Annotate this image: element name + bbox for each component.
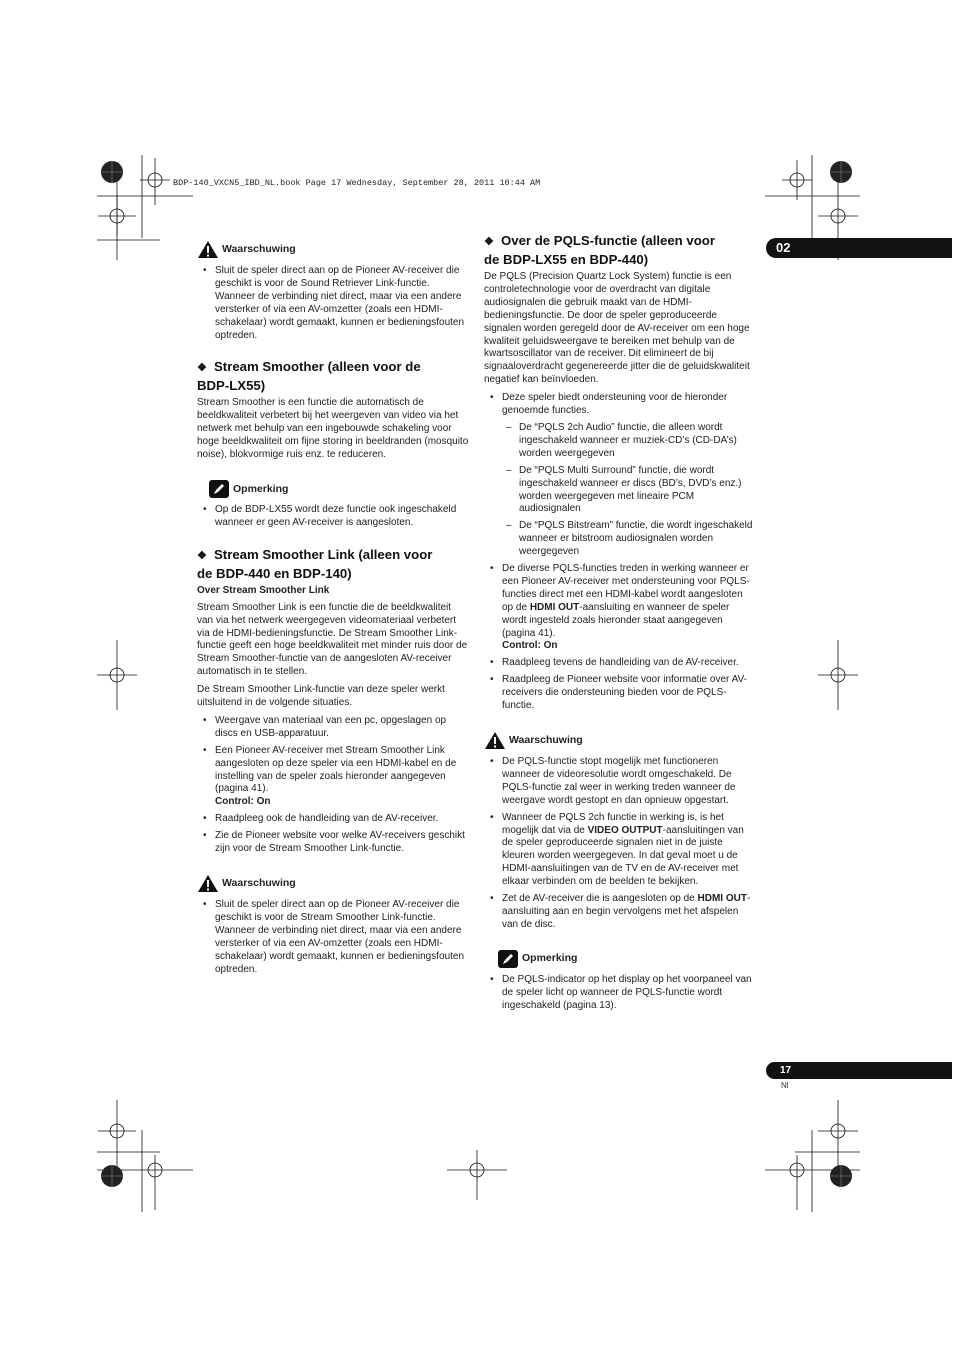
right-column — [484, 232, 756, 1019]
list-item: • Weergave van materiaal van een pc, opgeslagen op discs en USB-apparatuur. — [197, 715, 469, 741]
warning-icon — [197, 240, 219, 259]
warning-title: Waarschuwing — [222, 877, 296, 890]
subheading: Over Stream Smoother Link — [197, 584, 330, 596]
list-item: • Raadpleeg ook de handleiding van de AV-receiver. — [197, 813, 469, 826]
list-item: • Raadpleeg tevens de handleiding van de AV-receiver. — [484, 657, 756, 670]
left-column — [197, 240, 469, 982]
list-item: • Raadpleeg de Pioneer website voor informatie over AV-receivers die ondersteuning bieden voor de PQLS-functie. — [484, 674, 756, 713]
page-number: 17 — [766, 1062, 952, 1079]
list-item: • Zet de AV-receiver die is aangesloten op de HDMI OUT-aansluiting aan en begin vervolgens met het afspelen van de disc. — [484, 893, 756, 932]
dash-list — [502, 422, 756, 559]
note-title: Opmerking — [522, 952, 578, 965]
chapter-tab: 02 — [766, 238, 952, 258]
list-item: • De diverse PQLS-functies treden in werking wanneer er een Pioneer AV-receiver met ondersteuning voor PQLS-functies direct met een HDMI-kabel wordt aangesloten op de HDMI OUT-aansluiting en wanneer de speler wordt ingesteld zoals hieronder staat aangegeven (pagina 41). Control: On — [484, 563, 756, 653]
warning-title: Waarschuwing — [509, 734, 583, 747]
list-item: • Op de BDP-LX55 wordt deze functie ook ingeschakeld wanneer er geen AV-receiver is aangesloten. — [197, 504, 469, 530]
note-heading — [197, 480, 469, 498]
warning-heading — [197, 240, 469, 259]
section-heading: ❖ Stream Smoother (alleen voor de BDP-LX55) — [197, 359, 421, 394]
dash-item: – De “PQLS Multi Surround” functie, die wordt ingeschakeld wanneer er discs (BD’s, DVD’s enz.) worden weergegeven met lineaire PCM audiosignalen — [502, 465, 756, 517]
note-heading — [484, 950, 756, 968]
list-item: • De PQLS-indicator op het display op het voorpaneel van de speler licht op wanneer de PQLS-functie wordt ingeschakeld (pagina 13). — [484, 974, 756, 1013]
note-list — [197, 504, 469, 530]
pencil-note-icon — [498, 950, 518, 968]
dash-item: – De “PQLS 2ch Audio” functie, die alleen wordt ingeschakeld wanneer er muziek-CD’s (CD-DA’s) worden weergegeven — [502, 422, 756, 461]
bullet-list — [197, 715, 469, 856]
diamond-bullet-icon: ❖ — [197, 549, 207, 562]
warning-heading — [484, 731, 756, 750]
note-title: Opmerking — [233, 482, 289, 495]
list-item: • De PQLS-functie stopt mogelijk met functioneren wanneer de videoresolutie wordt omgeschakeld. De PQLS-functie zal weer in werking treden wanneer de weergave wordt gestopt en dan opnieuw opgestart. — [484, 756, 756, 808]
warning-title: Waarschuwing — [222, 243, 296, 256]
warning-icon — [197, 874, 219, 893]
warning-list — [484, 756, 756, 932]
diamond-bullet-icon: ❖ — [484, 236, 494, 248]
control-setting: Control: On — [215, 796, 271, 808]
dash-item: – De “PQLS Bitstream” functie, die wordt ingeschakeld wanneer er bitstroom audiosignalen worden weergegeven — [502, 520, 756, 559]
list-item: • Wanneer de PQLS 2ch functie in werking is, is het mogelijk dat via de VIDEO OUTPUT-aansluitingen van de speler geproduceerde signalen niet in de juiste kleuren worden weergegeven. In dat geval moet u de HDMI-aansluitingen van de TV en de AV-receiver met elkaar verbinden om de beelden te bekijken. — [484, 812, 756, 889]
list-item: • Een Pioneer AV-receiver met Stream Smoother Link aangesloten op deze speler via een HDMI-kabel en de instelling van de speler zoals hieronder aangegeven (pagina 41). Control: On — [197, 745, 469, 810]
warning-list — [197, 899, 469, 976]
control-setting: Control: On — [502, 640, 558, 652]
pencil-note-icon — [209, 480, 229, 498]
note-list — [484, 974, 756, 1013]
list-item: • Sluit de speler direct aan op de Pioneer AV-receiver die geschikt is voor de Sound Retriever Link-functie. Wanneer de verbinding niet direct, maar via een andere versterker of via een AV-omzetter (zoals een HDMI-schakelaar) wordt gemaakt, kunnen er bedieningsfouten optreden. — [197, 265, 469, 342]
paragraph: De Stream Smoother Link-functie van deze speler werkt uitsluitend in de volgende situaties. — [197, 684, 445, 709]
paragraph: Stream Smoother Link is een functie die de beeldkwaliteit van via het netwerk weergegeven videomateriaal verbetert via de HDMI-bedieningsfunctie. De Stream Smoother Link-functie geeft een hoge beeldkwaliteit met minder ruis door de Stream Smoother-functie van de aangesloten AV-receiver automatisch in te stellen. — [197, 601, 468, 678]
paragraph: Stream Smoother is een functie die automatisch de beeldkwaliteit verbetert bij het weergeven van video via het netwerk met behulp van een ingebouwde schakeling voor hoge beeldkwaliteit om fijne storing in beeldranden (mosquito noise), blokvormige ruis enz. te reduceren. — [197, 397, 469, 461]
paragraph: De PQLS (Precision Quartz Lock System) functie is een controletechnologie voor de overdracht van digitale audiosignalen die gebruik maakt van de HDMI-bedieningsfunctie. De door de speler geproduceerde signalen worden geregeld door de AV-receiver om een hoge kwaliteit geluidsweergave te bereiken met behulp van de kwartsoscillator van de receiver. Dit elimineert de bij signaaloverdracht gegenereerde jitter die de geluidskwaliteit negatief kan beïnvloeden. — [484, 271, 750, 386]
warning-icon — [484, 731, 506, 750]
section-heading: ❖ Stream Smoother Link (alleen voor de BDP-440 en BDP-140) — [197, 546, 433, 581]
list-item: • Sluit de speler direct aan op de Pioneer AV-receiver die geschikt is voor de Stream Smoother Link-functie. Wanneer de verbinding niet direct, maar via een andere versterker of via een AV-omzetter (zoals een HDMI-schakelaar) wordt gemaakt, kunnen er bedieningsfouten optreden. — [197, 899, 469, 976]
diamond-bullet-icon: ❖ — [197, 362, 207, 375]
section-heading: ❖ Over de PQLS-functie (alleen voor de BDP-LX55 en BDP-440) — [484, 233, 715, 267]
bullet-list — [484, 392, 756, 713]
warning-list — [197, 265, 469, 342]
warning-heading — [197, 874, 469, 893]
list-item: • Deze speler biedt ondersteuning voor de hieronder genoemde functies. – De “PQLS 2ch Audio” functie, die alleen wordt ingeschakeld wanneer er muziek-CD’s (CD-DA’s) worden weergegeven – De “PQLS Multi Surround” functie, die wordt ingeschakeld wanneer er discs (BD’s, DVD’s enz.) worden weergegeven met lineaire PCM audiosignalen – De “PQLS Bitstream” functie, die wordt ingeschakeld wanneer er bitstroom audiosignalen worden weergegeven — [484, 392, 756, 559]
file-info-line: BDP-140_VXCN5_IBD_NL.book Page 17 Wednesday, September 28, 2011 10:44 AM — [173, 178, 541, 188]
list-item: • Zie de Pioneer website voor welke AV-receivers geschikt zijn voor de Stream Smoother Link-functie. — [197, 830, 469, 856]
language-code: Nl — [781, 1081, 789, 1090]
